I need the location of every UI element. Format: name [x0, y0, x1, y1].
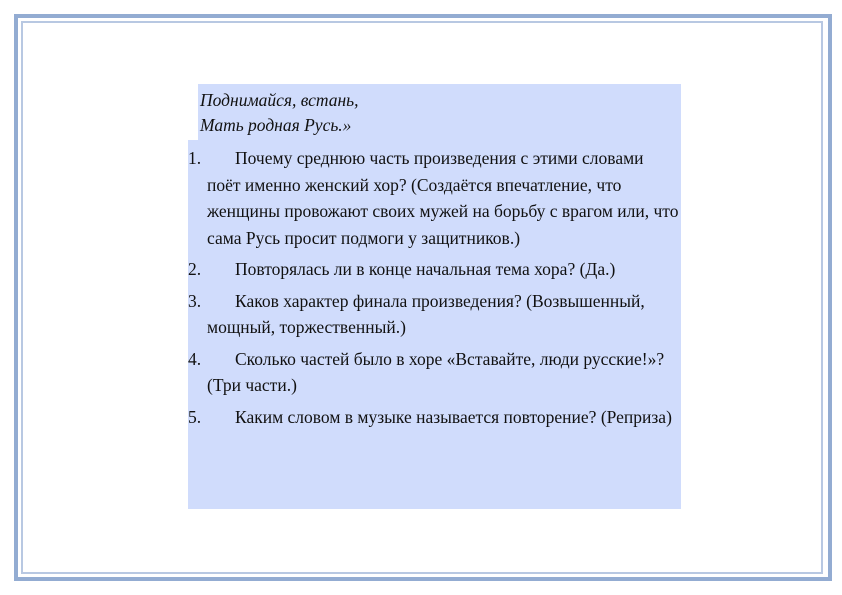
item-number: 1.: [188, 148, 202, 168]
item-text: Сколько частей было в хоре «Вставайте, люди русские!»? (Три части.): [207, 348, 665, 395]
item-number: 5.: [188, 406, 202, 427]
item-number: 3.: [188, 290, 202, 311]
list-item: [188, 256, 681, 283]
item-number: 4.: [188, 348, 202, 369]
questions-list: [188, 145, 681, 435]
list-item: [188, 145, 681, 251]
song-quote: [200, 88, 359, 138]
list-item: [188, 404, 681, 431]
block-notch: [188, 84, 198, 140]
item-number: 2.: [188, 259, 202, 279]
item-text: Повторялась ли в конце начальная тема хора? (Да.): [235, 259, 616, 279]
list-item: [188, 288, 681, 341]
item-text: Каким словом в музыке называется повторение? (Реприза): [235, 406, 672, 427]
list-item: [188, 346, 681, 399]
quote-line-1: Поднимайся, встань,: [200, 90, 359, 110]
item-text: Каков характер финала произведения? (Возвышенный, мощный, торжественный.): [207, 290, 645, 337]
quote-line-2: Мать родная Русь.»: [200, 115, 352, 135]
item-text: Почему среднюю часть произведения с этими словами поёт именно женский хор? (Создаётся впечатление, что женщины провожают своих мужей на борьбу с врагом или, что сама Русь просит подмоги у защитников.): [207, 148, 679, 248]
